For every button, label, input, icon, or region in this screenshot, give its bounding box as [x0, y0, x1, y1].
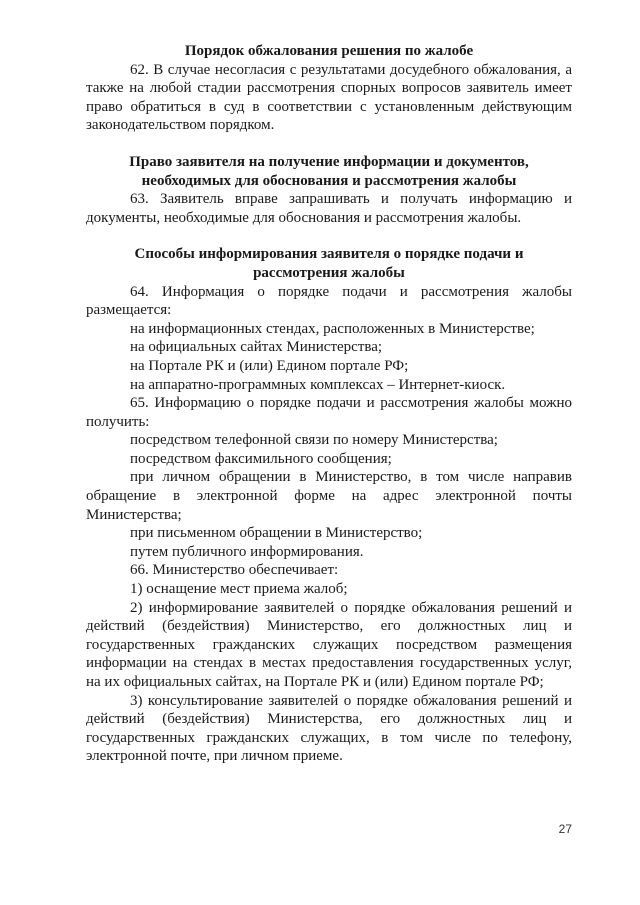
- section-title-informing-methods: Способы информирования заявителя о порядке подачи и рассмотрения жалобы: [134, 246, 524, 281]
- paragraph-64: 64. Информация о порядке подачи и рассмотрения жалобы размещается:: [86, 283, 572, 319]
- list-item-64-4: на аппаратно-программных комплексах – Интернет-киоск.: [130, 376, 506, 393]
- section-title-appeal-procedure: Порядок обжалования решения по жалобе: [184, 43, 474, 59]
- list-item-65-personal: при личном обращении в Министерство, в том числе направив обращение в электронной форме на адрес электронной почты Министерства;: [86, 469, 572, 523]
- list-item-66-1: 1) оснащение мест приема жалоб;: [130, 581, 348, 598]
- list-item-66-3: 3) консультирование заявителей о порядке обжалования решений и действий (бездействия) Министерства, его должностных лиц и государственных гражданских служащих, в том числе по телефону, электронной почте, при личном приеме.: [86, 692, 572, 765]
- page-number: 27: [558, 822, 572, 836]
- paragraph-66: 66. Министерство обеспечивает:: [130, 562, 339, 579]
- document-body: [86, 42, 572, 766]
- list-item-65-2: посредством факсимильного сообщения;: [130, 450, 392, 467]
- list-item-64-1: на информационных стендах, расположенных в Министерстве;: [130, 320, 535, 337]
- paragraph-63: 63. Заявитель вправе запрашивать и получать информацию и документы, необходимые для обоснования и рассмотрения жалобы.: [86, 191, 572, 226]
- list-item-65-1: посредством телефонной связи по номеру Министерства;: [130, 432, 498, 449]
- list-item-66-2: 2) информирование заявителей о порядке обжалования решений и действий (бездействия) Министерство, его должностных лиц и государственных гражданских служащих посредством размещения информации на стендах в местах предоставления государственных услуг, на их официальных сайтах, на Портале РК и (или) Едином портале РФ;: [86, 599, 572, 690]
- section-title-right-to-information: Право заявителя на получение информации и документов, необходимых для обоснования и рассмотрения жалобы: [129, 153, 529, 189]
- paragraph-65: 65. Информацию о порядке подачи и рассмотрения жалобы можно получить:: [86, 395, 572, 430]
- list-item-65-4: путем публичного информирования.: [130, 543, 364, 560]
- list-item-64-3: на Портале РК и (или) Едином портале РФ;: [130, 357, 409, 374]
- list-item-64-2: на официальных сайтах Министерства;: [130, 339, 383, 356]
- paragraph-62: 62. В случае несогласия с результатами досудебного обжалования, а также на любой стадии рассмотрения спорных вопросов заявитель имеет право обратиться в суд в соответствии с установленным действующим законодательством порядком.: [86, 61, 572, 134]
- list-item-65-3: при письменном обращении в Министерство;: [130, 525, 423, 542]
